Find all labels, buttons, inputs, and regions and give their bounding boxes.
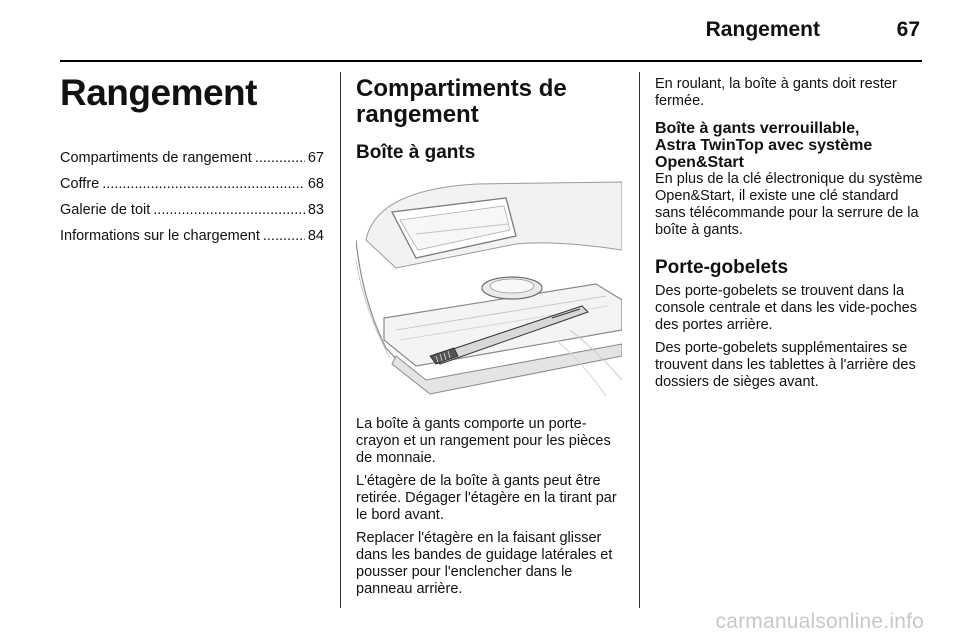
section-heading: Porte-gobelets [655,257,789,278]
subsection-heading: Boîte à gants verrouillable, Astra TwinTop avec système Open&Start [655,120,873,171]
section-heading: Compartiments de rangement [356,75,567,128]
paragraph: La boîte à gants comporte un porte-crayon et un rangement pour les pièces de monnaie. [356,416,611,466]
toc-leader [263,228,305,244]
glovebox-illustration [356,180,622,396]
paragraph: Des porte-gobelets supplémentaires se trouvent dans les tablettes à l'arrière des dossiers de sièges avant. [655,340,916,390]
toc-label: Coffre [60,176,100,192]
toc-entry[interactable] [60,176,324,202]
toc-page: 83 [307,202,324,218]
toc-entry[interactable] [60,228,324,254]
glovebox-illustration-svg [356,180,622,396]
toc-entry[interactable] [60,150,324,176]
toc-label: Informations sur le chargement [60,228,260,244]
running-header-title: Rangement [705,18,820,41]
toc-label: Compartiments de rangement [60,150,252,166]
chapter-title: Rangement [60,72,257,113]
toc-entry[interactable] [60,202,324,228]
paragraph: Replacer l'étagère en la faisant glisser dans les bandes de guidage latérales et pousser pour l'enclencher dans le panneau arrière. [356,530,613,597]
toc-label: Galerie de toit [60,202,151,218]
watermark: carmanualsonline.info [715,610,924,633]
header-rule [60,60,922,62]
paragraph: En plus de la clé électronique du système Open&Start, il existe une clé standard sans télécommande pour la serrure de la boîte à gants. [655,171,923,238]
subsection-heading: Boîte à gants [356,142,476,163]
paragraph: En roulant, la boîte à gants doit rester fermée. [655,76,897,109]
toc-page: 67 [307,150,324,166]
page-number: 67 [896,18,920,41]
paragraph: L'étagère de la boîte à gants peut être retirée. Dégager l'étagère en la tirant par le bord avant. [356,473,617,523]
toc-page: 84 [307,228,324,244]
toc-page: 68 [307,176,324,192]
table-of-contents [60,150,324,254]
toc-leader [102,176,305,192]
column-middle [356,76,624,598]
toc-leader [255,150,305,166]
column-divider-left [340,72,341,608]
toc-leader [153,202,305,218]
column-right [655,76,923,391]
column-divider-right [639,72,640,608]
paragraph: Des porte-gobelets se trouvent dans la console centrale et dans les vide-poches des portes arrière. [655,283,917,333]
